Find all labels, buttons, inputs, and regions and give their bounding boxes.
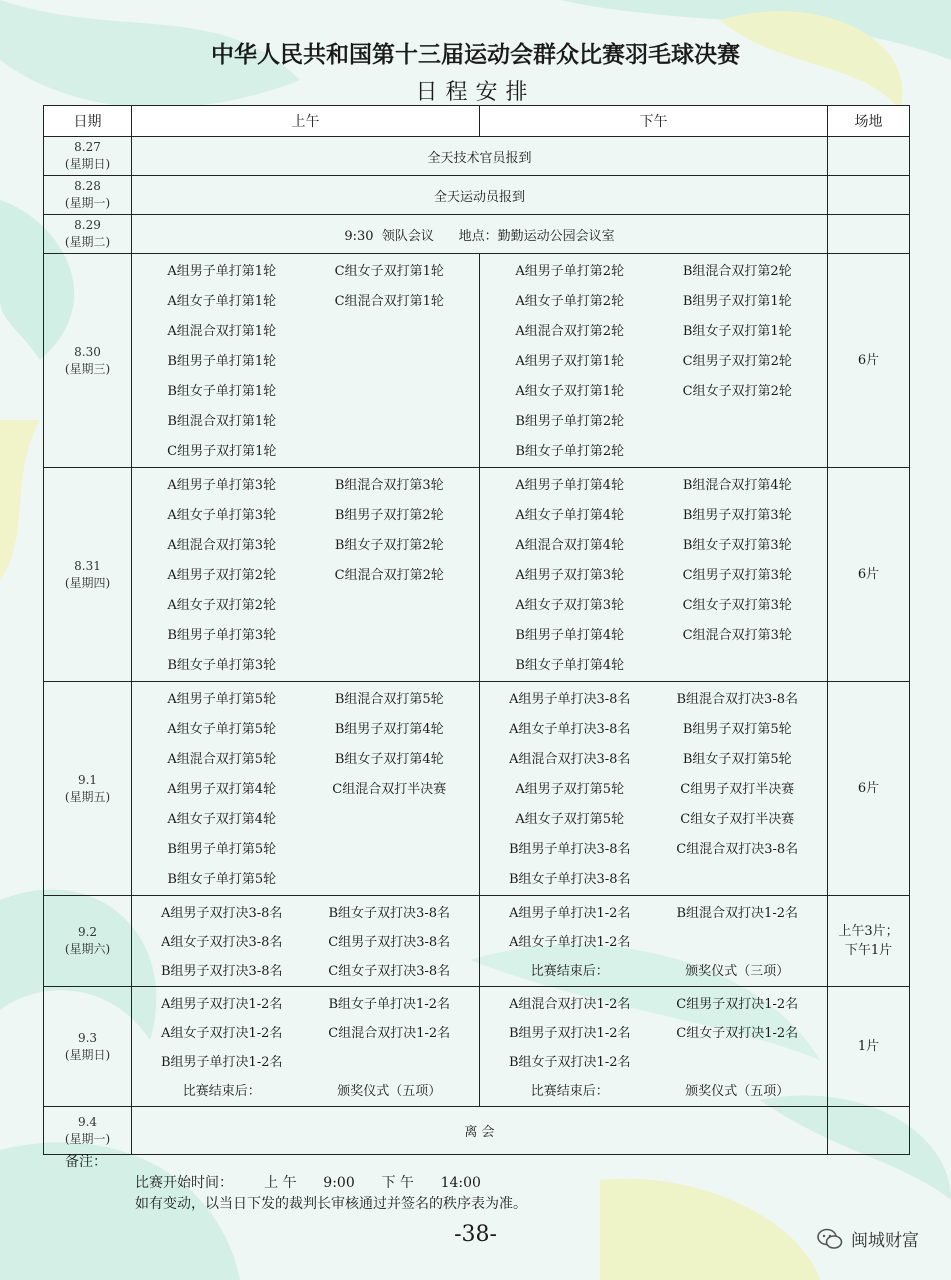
event-item: 比赛结束后： — [530, 964, 609, 979]
event-item — [654, 865, 822, 895]
event-grid — [480, 254, 827, 467]
event-item: B组男子双打第3轮 — [682, 508, 792, 523]
weekday-text: (星期二) — [64, 235, 111, 249]
document-subtitle: 日程安排 — [415, 80, 536, 105]
event-item: B组女子单打决1-2名 — [328, 997, 450, 1012]
event-item: 颁奖仪式（五项） — [337, 1084, 442, 1099]
date-cell — [44, 987, 132, 1107]
event-item: C组男子双打第2轮 — [682, 354, 792, 369]
date-cell — [44, 137, 132, 176]
event-item: C组女子双打第3轮 — [682, 598, 792, 613]
venue-morning-text: 上午3片； — [838, 924, 899, 939]
date-text: 9.3 — [77, 1030, 98, 1045]
venue-cell: 6片 — [828, 468, 910, 682]
weekday-text: (星期五) — [64, 789, 111, 804]
event-item: B组女子双打第3轮 — [682, 538, 792, 553]
event-item: A组女子单打第3轮 — [167, 508, 277, 523]
table-row — [44, 215, 910, 254]
event-item: C组混合双打第1轮 — [334, 294, 444, 309]
event-item: C组男子双打第3轮 — [682, 568, 792, 583]
header-date: 日期 — [44, 106, 132, 137]
date-cell — [44, 896, 132, 987]
venue-cell: 6片 — [828, 682, 910, 896]
event-item: B组女子单打第2轮 — [515, 444, 625, 459]
table-row — [44, 987, 910, 1107]
date-text: 8.28 — [74, 179, 101, 193]
date-text: 8.27 — [74, 140, 101, 154]
event-item — [306, 591, 474, 621]
document-title: 中华人民共和国第十三届运动会群众比赛羽毛球决赛 — [211, 42, 740, 68]
table-row — [44, 896, 910, 987]
table-row — [44, 468, 910, 682]
event-item: A组男子双打第2轮 — [167, 568, 277, 583]
event-item: A组女子单打第4轮 — [515, 508, 625, 523]
event-item: A组男子单打第2轮 — [515, 264, 625, 279]
event-item — [654, 928, 822, 957]
date-cell — [44, 254, 132, 468]
event-item: C组男子双打第1轮 — [167, 444, 277, 459]
event-item — [306, 651, 474, 681]
event-item: B组混合双打第1轮 — [167, 414, 277, 429]
event-item: A组混合双打决1-2名 — [509, 997, 631, 1012]
event-item: A组混合双打第3轮 — [167, 538, 277, 553]
event-item: B组男子双打第1轮 — [682, 294, 792, 309]
table-row — [44, 1107, 910, 1155]
event-item — [306, 1048, 474, 1077]
wechat-icon — [817, 1228, 843, 1250]
weekday-text: (星期四) — [64, 575, 111, 590]
table-row — [44, 176, 910, 215]
event-item: B组男子单打第5轮 — [167, 842, 277, 857]
event-item — [306, 437, 474, 467]
morning-cell — [132, 896, 480, 987]
date-text: 9.2 — [77, 925, 98, 939]
event-item: A组女子双打决1-2名 — [161, 1026, 283, 1041]
event-item: A组男子单打第1轮 — [167, 264, 277, 279]
event-item: B组混合双打第3轮 — [334, 478, 444, 493]
event-grid — [480, 682, 827, 895]
event-item — [306, 377, 474, 407]
event-item: B组女子单打决3-8名 — [509, 872, 631, 887]
event-item: B组女子双打第5轮 — [682, 752, 792, 767]
event-item: C组女子双打决3-8名 — [328, 964, 451, 979]
event-item: B组男子单打决1-2名 — [161, 1055, 283, 1070]
event-item: B组男子双打决3-8名 — [161, 964, 283, 979]
event-item: B组女子双打第2轮 — [334, 538, 444, 553]
event-item: B组女子单打第1轮 — [167, 384, 277, 399]
weekday-text: (星期三) — [64, 361, 111, 376]
event-item — [654, 437, 822, 467]
event-item: B组混合双打第4轮 — [682, 478, 792, 493]
event-item: B组男子单打第3轮 — [167, 628, 277, 643]
notes-label: 备注： — [65, 1154, 107, 1170]
header-morning: 上午 — [132, 106, 480, 137]
event-item: A组女子双打第2轮 — [167, 598, 277, 613]
event-item — [306, 865, 474, 895]
watermark-text: 闽城财富 — [851, 1231, 919, 1251]
date-cell — [44, 1107, 132, 1155]
table-row — [44, 682, 910, 896]
event-item: B组女子单打第5轮 — [167, 872, 277, 887]
date-cell — [44, 468, 132, 682]
event-item: A组女子单打决3-8名 — [509, 722, 631, 737]
weekday-text: (星期日) — [64, 1047, 111, 1062]
event-item: C组混合双打第2轮 — [334, 568, 444, 583]
event-item: B组混合双打决3-8名 — [676, 692, 798, 707]
event-item: C组男子双打半决赛 — [680, 782, 795, 797]
event-item: C组女子双打半决赛 — [680, 812, 795, 827]
weekday-text: (星期一) — [64, 196, 111, 210]
venue-afternoon-text: 下午1片 — [844, 943, 893, 958]
event-item: A组男子双打第3轮 — [515, 568, 625, 583]
venue-cell — [828, 1107, 910, 1155]
notes-section — [65, 1152, 527, 1215]
event-item: B组混合双打第5轮 — [334, 692, 444, 707]
event-item: B组混合双打第2轮 — [682, 264, 792, 279]
page-number: -38- — [454, 1222, 497, 1247]
event-item — [306, 407, 474, 437]
date-text: 8.31 — [74, 558, 101, 573]
event-item — [306, 835, 474, 865]
event-item: A组女子双打决3-8名 — [161, 935, 283, 950]
event-item — [306, 317, 474, 347]
event-item: B组混合双打决1-2名 — [676, 906, 798, 921]
event-grid — [132, 987, 479, 1106]
afternoon-cell — [480, 896, 828, 987]
event-item: A组女子双打第4轮 — [167, 812, 277, 827]
venue-cell: 6片 — [828, 254, 910, 468]
weekday-text: (星期六) — [64, 942, 111, 956]
event-item: A组混合双打第4轮 — [515, 538, 625, 553]
event-item: B组男子双打决1-2名 — [509, 1026, 631, 1041]
event-item: A组男子单打决3-8名 — [509, 692, 631, 707]
date-text: 9.4 — [77, 1114, 98, 1129]
event-item: C组女子双打决1-2名 — [676, 1026, 799, 1041]
afternoon-cell — [480, 682, 828, 896]
weekday-text: (星期日) — [64, 157, 111, 171]
event-item: A组混合双打第1轮 — [167, 324, 277, 339]
event-item: 比赛结束后： — [530, 1084, 609, 1099]
morning-cell — [132, 682, 480, 896]
date-cell — [44, 682, 132, 896]
full-day-cell: 9:30 领队会议 地点：勤勤运动公园会议室 — [132, 215, 828, 254]
event-item: A组男子双打决1-2名 — [161, 997, 283, 1012]
event-item: B组男子双打第2轮 — [334, 508, 444, 523]
table-header-row — [44, 106, 910, 137]
event-item: A组男子双打第5轮 — [515, 782, 625, 797]
event-item: A组混合双打第5轮 — [167, 752, 277, 767]
morning-cell — [132, 254, 480, 468]
event-grid — [132, 896, 479, 986]
event-item: B组男子单打第1轮 — [167, 354, 277, 369]
event-item: B组男子双打第4轮 — [334, 722, 444, 737]
venue-cell — [828, 896, 910, 987]
event-item: A组女子单打第2轮 — [515, 294, 625, 309]
event-item: B组女子双打第4轮 — [334, 752, 444, 767]
watermark — [817, 1226, 919, 1251]
event-item: B组女子双打决3-8名 — [328, 906, 450, 921]
event-grid — [480, 987, 827, 1106]
event-item: 颁奖仪式（五项） — [685, 1084, 790, 1099]
event-item: C组男子双打决3-8名 — [328, 935, 451, 950]
table-row — [44, 137, 910, 176]
venue-cell: 1片 — [828, 987, 910, 1107]
event-item: B组女子双打第1轮 — [682, 324, 792, 339]
afternoon-cell — [480, 468, 828, 682]
date-text: 9.1 — [77, 772, 98, 787]
event-item: A组男子单打第4轮 — [515, 478, 625, 493]
event-item: B组男子单打决3-8名 — [509, 842, 631, 857]
event-item: B组女子单打第4轮 — [515, 658, 625, 673]
event-item: A组男子单打第5轮 — [167, 692, 277, 707]
venue-cell — [828, 215, 910, 254]
event-item — [306, 347, 474, 377]
event-item: C组混合双打决3-8名 — [676, 842, 799, 857]
event-item — [306, 621, 474, 651]
date-cell — [44, 176, 132, 215]
date-text: 8.30 — [74, 344, 101, 359]
event-item: A组女子双打第3轮 — [515, 598, 625, 613]
afternoon-cell — [480, 254, 828, 468]
event-item: A组男子单打第3轮 — [167, 478, 277, 493]
event-grid — [132, 254, 479, 467]
event-item: A组男子双打第1轮 — [515, 354, 625, 369]
event-item: C组女子双打第2轮 — [682, 384, 792, 399]
event-item — [654, 651, 822, 681]
event-item: C组混合双打半决赛 — [332, 782, 447, 797]
full-day-cell: 全天技术官员报到 — [132, 137, 828, 176]
notes-start-time: 比赛开始时间： 上 午 9:00 下 午 14:00 — [135, 1175, 481, 1191]
event-item — [306, 805, 474, 835]
event-item: B组男子单打第2轮 — [515, 414, 625, 429]
event-item — [654, 407, 822, 437]
event-item: B组男子单打第4轮 — [515, 628, 625, 643]
venue-cell — [828, 176, 910, 215]
event-item: 比赛结束后： — [182, 1084, 261, 1099]
event-item: A组混合双打决3-8名 — [509, 752, 631, 767]
notes-change-note: 如有变动，以当日下发的裁判长审核通过并签名的秩序表为准。 — [135, 1196, 527, 1212]
weekday-text: (星期一) — [64, 1131, 111, 1146]
morning-cell — [132, 987, 480, 1107]
event-item: A组女子单打第5轮 — [167, 722, 277, 737]
event-item: C组混合双打决1-2名 — [328, 1026, 451, 1041]
event-item: B组男子双打第5轮 — [682, 722, 792, 737]
header-afternoon: 下午 — [480, 106, 828, 137]
event-item — [654, 1048, 822, 1077]
event-item: A组男子双打决3-8名 — [161, 906, 283, 921]
full-day-cell: 全天运动员报到 — [132, 176, 828, 215]
event-item: C组女子双打第1轮 — [334, 264, 444, 279]
table-row — [44, 254, 910, 468]
event-item: A组女子单打第1轮 — [167, 294, 277, 309]
date-cell — [44, 215, 132, 254]
event-item: A组男子双打第4轮 — [167, 782, 277, 797]
event-item: A组女子双打第1轮 — [515, 384, 625, 399]
event-item: A组混合双打第2轮 — [515, 324, 625, 339]
event-item: C组男子双打决1-2名 — [676, 997, 799, 1012]
event-item: B组女子双打决1-2名 — [509, 1055, 631, 1070]
event-item: B组女子单打第3轮 — [167, 658, 277, 673]
event-item: C组混合双打第3轮 — [682, 628, 792, 643]
event-item: A组女子双打第5轮 — [515, 812, 625, 827]
full-day-cell: 离 会 — [132, 1107, 828, 1155]
event-item: A组女子单打决1-2名 — [509, 935, 631, 950]
event-item: 颁奖仪式（三项） — [685, 964, 790, 979]
event-grid — [132, 468, 479, 681]
event-grid — [132, 682, 479, 895]
date-text: 8.29 — [74, 218, 101, 232]
event-item: A组男子单打决1-2名 — [509, 906, 631, 921]
header-venue: 场地 — [828, 106, 910, 137]
venue-cell — [828, 137, 910, 176]
schedule-table — [43, 105, 910, 1155]
event-grid — [480, 468, 827, 681]
morning-cell — [132, 468, 480, 682]
afternoon-cell — [480, 987, 828, 1107]
event-grid — [480, 896, 827, 986]
